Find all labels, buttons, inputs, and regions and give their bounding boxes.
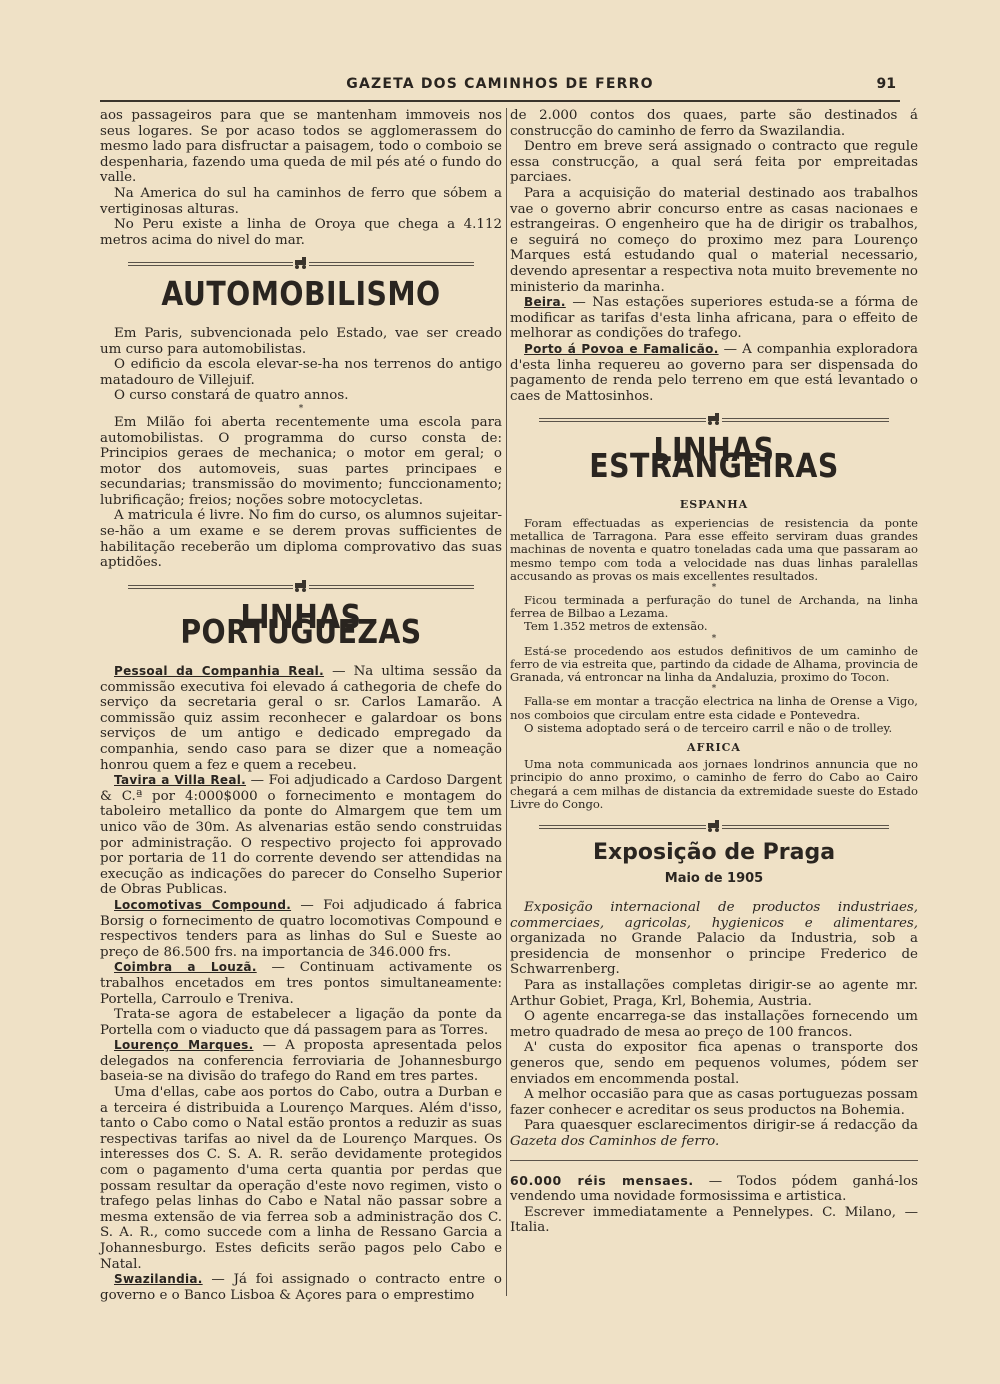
news-item-text: — Foi adjudicado a Cardoso Dargent & C.ª por 4:000$000 o fornecimento e montagem do taboleiro metallico da ponte do Almargem que tem um unico vão de 30m. As alvenarias estão sendo construidas por administração. O respectivo projecto foi approvado por portaria de 11 do corrente devendo ser attendidas na execução as indicações do parecer do Conselho Superior de Obras Publicas.: [100, 773, 502, 898]
page-number: 91: [876, 76, 896, 92]
news-item: [100, 898, 502, 960]
foreign-news-item: Falla-se em montar a tracção electrica na linha de Orense a Vigo, nos comboios que circulam entre esta cidade e Pontevedra.: [510, 694, 918, 722]
article-paragraph: Exposição internacional de productos industriaes, commerciaes, agricolas, hygienicos e alimentares, organizada no Grande Palacio da Industria, sob a presidencia de monsenhor o principe Frederico de Schwarrenberg.: [510, 900, 918, 978]
exposition-name: Exposição internacional de productos industriaes, commerciaes, agricolas, hygienicos e alimentares,: [510, 900, 918, 931]
news-item-heading: Beira.: [524, 295, 566, 310]
section-title-automobilismo: AUTOMOBILISMO: [161, 274, 441, 314]
news-item: [510, 186, 918, 295]
journal-title: GAZETA DOS CAMINHOS DE FERRO: [346, 76, 654, 92]
locomotive-ornament-icon: [706, 819, 722, 833]
advert-heading: 60.000 réis mensaes.: [510, 1172, 694, 1188]
news-item: [510, 108, 918, 139]
article-paragraph: Em Milão foi aberta recentemente uma escola para automobilistas. O programma do curso consta de: Principios geraes de mechanica; o motor em geral; o motor dos automoveis, suas partes principaes e secundarias; transmissão do movimento; funccionamento; lubrificação; freios; noções sobre motocycletas.: [100, 414, 502, 508]
country-heading-africa: AFRICA: [687, 740, 741, 754]
right-column: [510, 108, 918, 1236]
locomotive-ornament-icon: [706, 412, 722, 426]
section-title-linhas-estrangeiras: LINHAS ESTRANGEIRAS: [589, 430, 839, 485]
news-item-text: — A proposta apresentada pelos delegados na conferencia ferroviaria de Johannesburgo baseia-se na divisão do trafego do Rand em tres partes.: [100, 1038, 502, 1085]
left-column: [100, 108, 502, 1303]
section-separator: [128, 254, 474, 276]
article-paragraph: A matricula é livre. No fim do curso, os alumnos sujeitar-se-hão a um exame e se derem provas sufficientes de habilitação receberão um diploma comprovativo das suas aptidões.: [100, 508, 502, 571]
foreign-news-item: Está-se procedendo aos estudos definitivos de um caminho de ferro de via estreita que, partindo da cidade de Alhama, provincia de Granada, vá entroncar na linha da Andaluzia, proximo do Tocon.: [510, 643, 918, 685]
page-header: [100, 74, 900, 102]
article-paragraph: Para as installações completas dirigir-se ao agente mr. Arthur Gobiet, Praga, Krl, Bohemia, Austria.: [510, 978, 918, 1009]
news-item-text: Uma d'ellas, cabe aos portos do Cabo, outra a Durban e a terceira é distribuida a Lourenço Marques. Além d'isso, tanto o Cabo como o Natal estão prontos a reduzir as suas respectivas tarifas ao nivel da de Lourenço Marques. Os interesses dos C. S. A. R. serão devidamente protegidos com o pagamento d'uma certa quantia por perdas que possam resultar da operação d'este novo regimen, visto o trafego pelas linhas do Cabo e Natal não passar sobre a mesma extensão de via ferrea sob a administração dos C. S. A. R., como succede com a linha de Ressano Garcia a Johannesburgo. Estes deficits serão pagos pelo Cabo e Natal.: [100, 1085, 502, 1272]
news-item: [510, 342, 918, 404]
foreign-news-item: O sistema adoptado será o de terceiro carril e não o de trolley.: [524, 720, 893, 735]
country-heading-espanha: ESPANHA: [679, 498, 749, 512]
news-item-text: Para a acquisição do material destinado aos trabalhos vae o governo abrir concurso entre as casas nacionaes e estrangeiras. O engenheiro que ha de dirigir os trabalhos, e seguirá no começo do proximo mez para Lourenço Marques está estudando qual o material necessario, devendo apresentar a respectiva nota muito brevemente no ministerio da marinha.: [510, 185, 918, 295]
foreign-news-item: Ficou terminada a perfuração do tunel de Archanda, na linha ferrea de Bilbao a Lezama.: [510, 593, 918, 621]
news-item: [100, 1007, 502, 1038]
news-item-heading: Porto á Povoa e Famalicão.: [524, 341, 719, 356]
news-item: [510, 295, 918, 342]
news-item-heading: Tavira a Villa Real.: [114, 773, 247, 788]
column-divider: [506, 108, 507, 1296]
news-item-text: — A companhia exploradora d'esta linha requereu ao governo para ser dispensada do pagamento de renda pelo terreno em que está levantado o caes de Mattosinhos.: [510, 341, 918, 404]
news-item-heading: Pessoal da Companhia Real.: [114, 664, 324, 679]
intro-paragraph: aos passageiros para que se mantenham immoveis nos seus logares. Se por acaso todos se agglomerassem do mesmo lado para disfructar a paisagem, todo o comboio se despenharia, fazendo uma queda de mil pés até o fundo do valle.: [100, 108, 502, 186]
section-separator: [539, 410, 890, 432]
news-item: [510, 139, 918, 186]
exposition-date: Maio de 1905: [664, 870, 764, 886]
news-item: [100, 1272, 502, 1303]
article-paragraph: Em Paris, subvencionada pelo Estado, vae ser creado um curso para automobilistas.: [100, 325, 502, 357]
article-paragraph: Para quaesquer esclarecimentos dirigir-se á redacção da Gazeta dos Caminhos de ferro.: [510, 1118, 918, 1150]
article-paragraph: O curso constará de quatro annos.: [114, 388, 349, 404]
news-item-text: — Na ultima sessão da commissão executiva foi elevado á cathegoria de chefe do serviço da secretaria geral o sr. Carlos Lamarão. A commissão quiz assim reconhecer e galardoar os bons serviços de um antigo e dedicado empregado da companhia, sendo caso para se dizer que a nomeação honrou quem a fez e quem a recebeu.: [100, 664, 502, 773]
article-paragraph: A melhor occasião para que as casas portuguezas possam fazer conhecer e acreditar os seus productos na Bohemia.: [510, 1087, 918, 1118]
intro-paragraph: No Peru existe a linha de Oroya que chega a 4.112 metros acima do nivel do mar.: [100, 217, 502, 248]
advert-rule: [510, 1160, 918, 1161]
asterism: *: [711, 583, 717, 594]
news-item: [100, 773, 502, 898]
news-item-text: de 2.000 contos dos quaes, parte são destinados á construcção do caminho de ferro da Swazilandia.: [510, 108, 918, 139]
section-separator: [128, 577, 474, 599]
article-paragraph: O edificio da escola elevar-se-ha nos terrenos do antigo matadouro de Villejuif.: [100, 357, 502, 388]
intro-paragraph: Na America do sul ha caminhos de ferro que sóbem a vertiginosas alturas.: [100, 185, 502, 217]
asterism: *: [711, 684, 717, 695]
news-item-text: Trata-se agora de estabelecer a ligação da ponte da Portella com o viaducto que dá passagem para as Torres.: [100, 1007, 502, 1038]
asterism: *: [298, 403, 304, 414]
news-item-heading: Lourenço Marques.: [114, 1038, 254, 1053]
advertisement: [510, 1173, 918, 1205]
locomotive-ornament-icon: [293, 579, 309, 593]
news-item: [100, 960, 502, 1007]
section-title-exposicao-praga: Exposição de Praga: [592, 839, 836, 865]
asterism: *: [711, 633, 717, 644]
news-item-text: — Já foi assignado o contracto entre o governo e o Banco Lisboa & Açores para o emprestimo: [100, 1272, 502, 1303]
news-item-text: Dentro em breve será assignado o contracto que regule essa construcção, a qual será feita por empreitadas parciaes.: [510, 139, 918, 186]
news-item-text: — Nas estações superiores estuda-se a fórma de modificar as tarifas d'esta linha africana, para o effeito de melhorar as condições do trafego.: [510, 295, 918, 342]
section-title-linhas-portuguezas: LINHAS PORTUGUEZAS: [180, 596, 422, 652]
news-item-heading: Coimbra a Louzã.: [114, 960, 257, 975]
locomotive-ornament-icon: [293, 256, 309, 270]
news-item-heading: Swazilandia.: [114, 1272, 203, 1287]
foreign-news-item: Foram effectuadas as experiencias de resistencia da ponte metallica de Tarragona. Para esse effeito serviram duas grandes machinas de noventa e quatro toneladas cada uma que passaram ao mesmo tempo com toda a velocidade nas duas linhas paralellas accusando as provas os mais excellentes resultados.: [510, 516, 918, 583]
advert-text: — Todos pódem ganhá-los vendendo uma novidade formosissima e artistica.: [510, 1173, 918, 1205]
news-item-text: — Foi adjudicado á fabrica Borsig o fornecimento de quatro locomotivas Compound e respectivos tenders para as linhas do Sul e Sueste ao preço de 86.500 frs. na importancia de 346.000 frs.: [100, 897, 502, 960]
news-item: [100, 664, 502, 773]
news-item: [100, 1038, 502, 1085]
news-item-text: — Continuam activamente os trabalhos encetados em tres pontos simultaneamente: Portella, Carroulo e Treniva.: [100, 960, 503, 1007]
article-paragraph: O agente encarrega-se das installações fornecendo um metro quadrado de mesa ao preço de 100 francos.: [510, 1009, 918, 1040]
news-item: [100, 1085, 502, 1272]
news-item-heading: Locomotivas Compound.: [114, 897, 292, 912]
section-separator: [539, 817, 890, 839]
foreign-news-item: Uma nota communicada aos jornaes londrinos annuncia que no principio do anno proximo, o caminho de ferro do Cabo ao Cairo chegará a cem milhas de distancia da extremidade sueste do Estado Livre do Congo.: [510, 757, 918, 811]
article-paragraph: A' custa do expositor fica apenas o transporte dos generos que, sendo em pequenos volumes, pódem ser enviados em encommenda postal.: [510, 1040, 918, 1087]
journal-name: Gazeta dos Caminhos de ferro.: [510, 1134, 720, 1150]
foreign-news-item: Tem 1.352 metros de extensão.: [524, 619, 708, 634]
advertisement-contact: Escrever immediatamente a Pennelypes. C. Milano, — Italia.: [510, 1204, 918, 1236]
